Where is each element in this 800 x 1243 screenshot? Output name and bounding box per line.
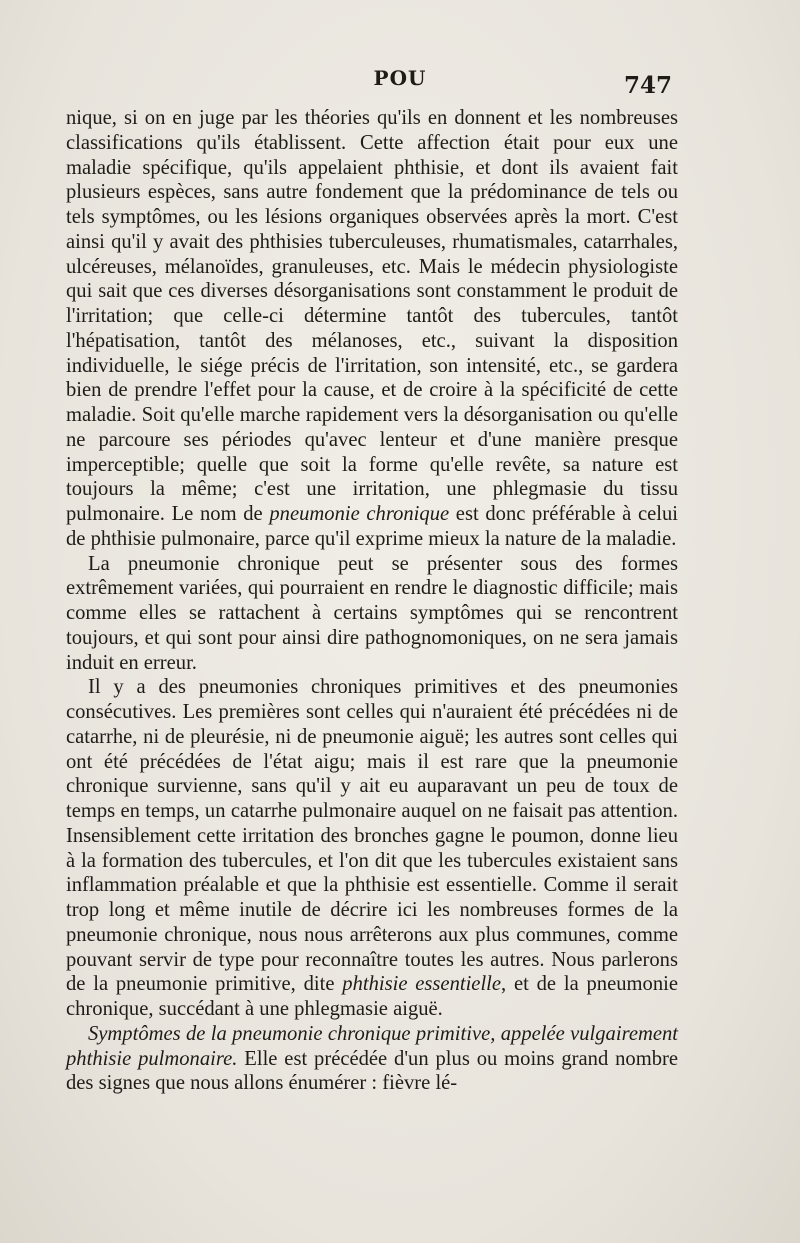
paragraph-1 [66, 106, 678, 552]
text-segment: nique, si on en juge par les théories qu'ils en donnent et les nombreuses classifications qu'ils établissent. Cette affection était pour eux une maladie spécifique, qu'ils appelaient phthisie, et dont ils avaient fait plusieurs espèces, sans autre fondement que la prédominance de tels ou tels symptômes, ou les lésions organiques observées après la mort. C'est ainsi qu'il y avait des phthisies tuberculeuses, rhumatismales, catarrhales, ulcéreuses, mélanoïdes, granuleuses, etc. Mais le médecin physiologiste qui sait que ces diverses désorganisations sont constamment le produit de l'irritation; que celle-ci détermine tantôt des tubercules, tantôt l'hépatisation, tantôt des mélanoses, etc., suivant la disposition individuelle, le siége précis de l'irritation, son intensité, etc., se gardera bien de prendre l'effet pour la cause, et de croire à la spécificité de cette maladie. Soit qu'elle marche rapidement vers la désorganisation ou qu'elle ne parcoure ses périodes qu'avec lenteur et d'une manière presque imperceptible; quelle que soit la forme qu'elle revête, sa nature est toujours la même; c'est une irritation, une phlegmasie du tissu pulmonaire. Le nom de [66, 107, 678, 525]
page-header [0, 66, 800, 99]
running-head: POU [373, 66, 427, 90]
paragraph-4 [66, 1022, 678, 1096]
italic-term: phthisie essentielle [342, 973, 502, 996]
body-text [66, 106, 678, 1096]
text-segment: Elle est précédée d'un plus ou moins grand nombre des signes que nous allons énumérer : fièvre lé- [66, 1047, 679, 1095]
text-segment: , et de la pneumonie chronique, succédant à une phlegmasie aiguë. [66, 973, 678, 1020]
paragraph-2 [66, 552, 678, 676]
page-number: 747 [623, 72, 672, 99]
italic-term: pneumonie chronique [269, 503, 450, 525]
paragraph-3 [66, 675, 678, 1022]
text-segment: Il y a des pneumonies chroniques primitives et des pneumonies consécutives. Les premières sont celles qui n'auraient été précédées ni de catarrhe, ni de pleurésie, ni de pneumonie aiguë; les autres sont celles qui ont été précédées de l'état aigu; mais il est rare que la pneumonie chronique survienne, sans qu'il y ait eu auparavant un peu de toux de temps en temps, un catarrhe pulmonaire auquel on ne faisait pas attention. Insensiblement cette irritation des bronches gagne le poumon, donne lieu à la formation des tubercules, et l'on dit que les tubercules existaient sans inflammation préalable et que la phthisie est essentielle. Comme il serait trop long et même inutile de décrire ici les nombreuses formes de la pneumonie chronique, nous nous arrêterons aux plus communes, comme pouvant servir de type pour reconnaître toutes les autres. Nous parlerons de la pneumonie primitive, dite [66, 676, 678, 996]
text-segment: est donc préférable à celui de phthisie pulmonaire, parce qu'il exprime mieux la nature de la maladie. [66, 503, 678, 550]
section-heading: Symptômes de la pneumonie chronique primitive, appelée vulgairement phthisie pulmonaire. [66, 1022, 678, 1070]
text-segment: La pneumonie chronique peut se présenter sous des formes extrêmement variées, qui pourraient en rendre le diagnostic difficile; mais comme elles se rattachent à certains symptômes qui se rencontrent toujours, et qui sont pour ainsi dire pathognomoniques, on ne sera jamais induit en erreur. [66, 552, 678, 674]
